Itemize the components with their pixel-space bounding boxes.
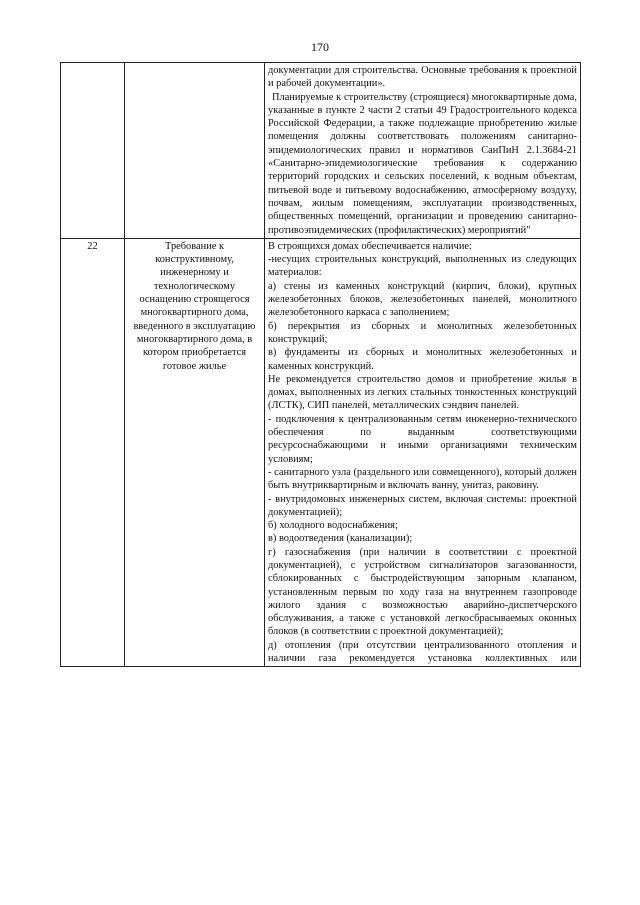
requirement-text xyxy=(265,238,581,667)
paragraph: -несущих строительных конструкций, выполненных из следующих материалов: xyxy=(268,254,577,279)
paragraph: в) водоотведения (канализации); xyxy=(268,533,413,545)
paragraph: документации для строительства. Основные требования к проектной и рабочей документации». xyxy=(268,65,577,90)
row-number: 22 xyxy=(61,238,125,667)
requirement-text xyxy=(265,63,581,239)
requirement-name: Требование к конструктивному, инженерному и технологическому оснащению строящегося многоквартирного дома, введенного в эксплуатацию многоквартирного дома, в котором приобретается готовое жилье xyxy=(125,238,265,667)
table-row xyxy=(61,238,581,667)
paragraph: б) холодного водоснабжения; xyxy=(268,520,398,532)
paragraph: - подключения к централизованным сетям инженерно-технического обеспечения по выданным соответствующими ресурсоснабжающими и иными организациями техническим условиям; xyxy=(268,413,577,465)
paragraph: - внутридомовых инженерных систем, включая системы: проектной документацией); xyxy=(268,493,577,518)
requirements-table xyxy=(60,62,581,667)
table-row xyxy=(61,63,581,239)
paragraph: в) фундаменты из сборных и монолитных железобетонных и каменных конструкций. xyxy=(268,347,577,372)
row-number xyxy=(61,63,125,239)
page-number: 170 xyxy=(311,40,329,54)
paragraph: б) перекрытия из сборных и монолитных железобетонных конструкций; xyxy=(268,320,577,345)
paragraph: В строящихся домах обеспечивается наличие: xyxy=(268,240,472,252)
paragraph: д) отопления (при отсутствии централизованного отопления и наличии газа рекомендуется установка коллективных или xyxy=(268,639,577,665)
requirement-name xyxy=(125,63,265,239)
paragraph: Планируемые к строительству (строящиеся) многоквартирные дома, указанные в пункте 2 части 2 статьи 49 Градостроительного кодекса Российской Федерации, а также подлежащие приобретению жилые помещения должны соответствовать положениям санитарно-эпидемиологических правил и нормативов СанПиН 2.1.3684-21 «Санитарно-эпидемиологические требования к содержанию территорий городских и сельских поселений, к водным объектам, питьевой воде и питьевому водоснабжению, атмосферному воздуху, почвам, жилым помещениям, эксплуатации производственных, общественных помещений, организации и проведению санитарно-противоэпидемических (профилактических) мероприятий" xyxy=(268,91,577,236)
paragraph: Не рекомендуется строительство домов и приобретение жилья в домах, выполненных из легких стальных тонкостенных конструкций (ЛСТК), СИП панелей, металлических сэндвич панелей. xyxy=(268,373,577,412)
paragraph: а) стены из каменных конструкций (кирпич, блоки), крупных железобетонных блоков, железобетонных панелей, монолитного железобетонного каркаса с заполнением; xyxy=(268,280,577,319)
paragraph: г) газоснабжения (при наличии в соответствии с проектной документацией), с устройством сигнализаторов загазованности, сблокированных с быстродействующим запорным клапаном, установленным первым по ходу газа на внутреннем газопроводе жилого здания с возможностью аварийно-диспетчерского обслуживания, а также с установкой легкосбрасываемых оконных блоков (в соответствии с проектной документацией); xyxy=(268,546,577,638)
paragraph: - санитарного узла (раздельного или совмещенного), который должен быть внутриквартирным и включать ванну, унитаз, раковину. xyxy=(268,466,577,492)
